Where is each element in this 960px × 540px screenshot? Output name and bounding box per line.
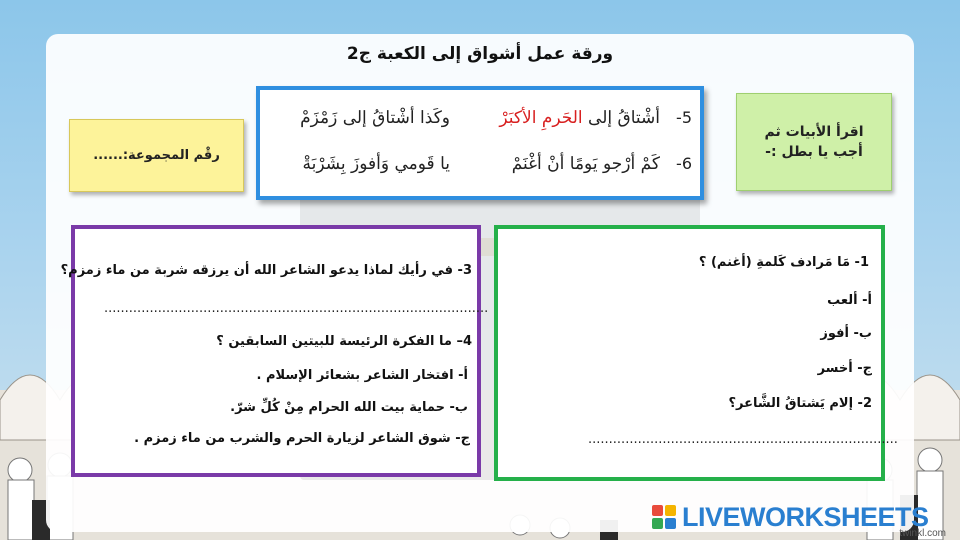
logo-text: LIVEWORKSHEETS bbox=[682, 501, 929, 532]
question-2: 2- إلام يَشتاقُ الشَّاعر؟ bbox=[728, 396, 872, 411]
page-title: ورقة عمل أشواق إلى الكعبة ج2 bbox=[346, 44, 614, 64]
instruction-card bbox=[736, 93, 892, 191]
option-1b[interactable]: ب- أفوز bbox=[820, 326, 872, 341]
instruction-line-2: أجب يا بطل :- bbox=[765, 144, 863, 160]
verse-text: أشْتاقُ إلى bbox=[582, 108, 660, 128]
verse-second-hemistich: يا قَومي وَأفوزَ بِشَرْبَةْ bbox=[302, 154, 450, 174]
instruction-line-1: اقرأ الأبيات ثم bbox=[764, 124, 864, 140]
option-4c[interactable]: ج- شوق الشاعر لزيارة الحرم والشرب من ماء زمزم . bbox=[134, 431, 470, 446]
verse-first-hemistich bbox=[499, 108, 660, 128]
verse-highlight: الحَرمِ الأكبَرْ bbox=[499, 108, 583, 128]
option-1c[interactable]: ج- أخسر bbox=[817, 361, 872, 376]
option-1a[interactable]: أ- ألعب bbox=[827, 293, 872, 308]
option-4a[interactable]: أ- افتخار الشاعر بشعائر الإسلام . bbox=[256, 368, 468, 383]
twinkl-watermark: twinkl.com bbox=[899, 528, 946, 539]
verse-first-hemistich: كَمْ أرْجو يَومًا أنْ أغْنَمْ bbox=[511, 154, 660, 174]
group-number-label: رقْم المجموعة:...... bbox=[93, 148, 220, 163]
verse-second-hemistich: وكَذا أشْتاقُ إلى زَمْزَمْ bbox=[300, 108, 450, 128]
option-4b[interactable]: ب- حماية بيت الله الحرام مِنْ كُلِّ شرّ. bbox=[230, 400, 468, 415]
verse-row-5 bbox=[260, 100, 700, 140]
answer-line-q3[interactable]: ............................................................................................. bbox=[104, 301, 489, 316]
answer-line-q2[interactable]: ........................................................................... bbox=[588, 432, 898, 447]
verse-row-6 bbox=[260, 146, 700, 186]
question-1: 1- مَا مَرادف كَلمةِ (أغنم) ؟ bbox=[698, 255, 869, 270]
group-number-card[interactable] bbox=[69, 119, 244, 192]
question-3: 3- في رأيك لماذا يدعو الشاعر الله أن يرزقه شربة من ماء زمزم؟ bbox=[60, 263, 472, 278]
verses-box bbox=[256, 86, 704, 200]
question-4: 4– ما الفكرة الرئيسة للبيتين السابقين ؟ bbox=[216, 334, 472, 349]
verse-number: 6- bbox=[676, 154, 692, 173]
verse-number: 5- bbox=[676, 108, 692, 127]
liveworksheets-logo-icon bbox=[652, 505, 676, 529]
